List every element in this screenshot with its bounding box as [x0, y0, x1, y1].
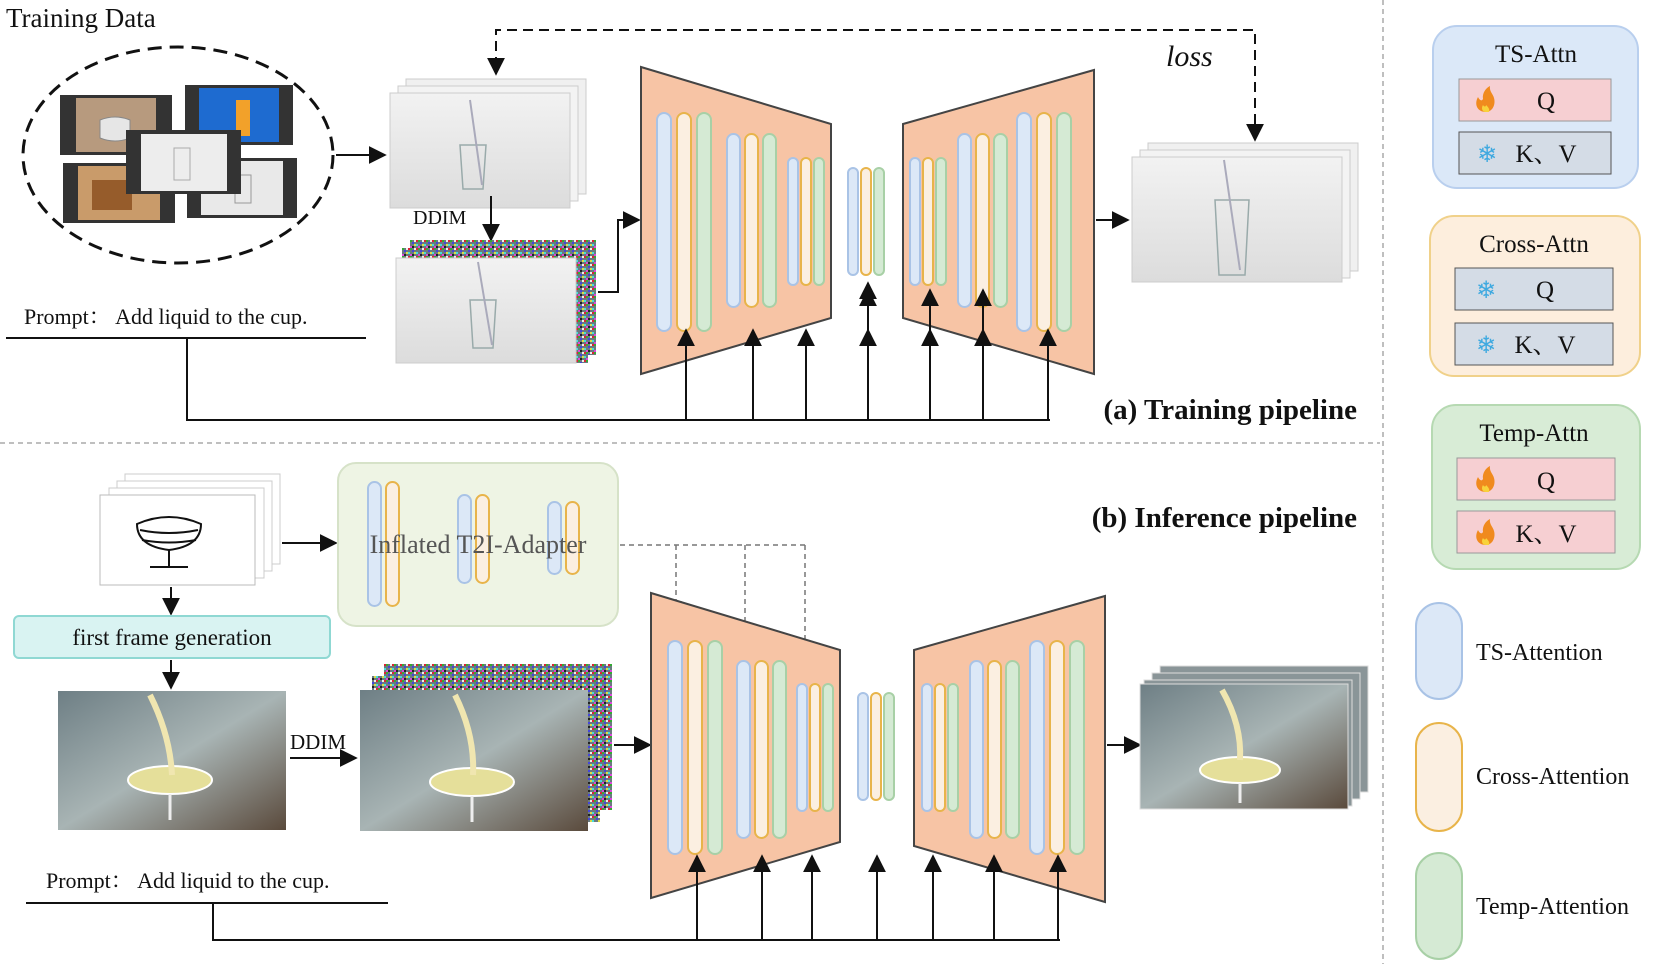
- cross-attention-block: [688, 641, 702, 854]
- temp-attention-block: [1057, 113, 1071, 331]
- snowflake-icon: ❄: [1476, 140, 1498, 168]
- ts-attention-block: [737, 661, 750, 838]
- cross-attention-block: [755, 661, 768, 838]
- legend-kv-label: K、V: [1515, 141, 1577, 168]
- legend-cross-attn-box: [1430, 216, 1640, 376]
- legend-item-label: TS-Attention: [1476, 640, 1603, 666]
- temp-attention-block: [763, 134, 776, 307]
- cross-attention-block: [677, 113, 691, 331]
- training-output-frames: [1132, 143, 1358, 282]
- temp-attention-block: [708, 641, 722, 854]
- ts-attention-block: [910, 158, 920, 285]
- training-video-clips: [60, 85, 297, 223]
- inference-output-frames: [1140, 666, 1368, 809]
- training-pipeline: [6, 3, 1358, 426]
- training-noisy-latents: [396, 240, 596, 363]
- inference-caption: (b) Inference pipeline: [1091, 502, 1357, 534]
- ts-attention-block: [848, 168, 858, 275]
- temp-attention-block: [994, 134, 1007, 307]
- first-frame-label: first frame generation: [72, 625, 272, 650]
- temp-attention-block: [697, 113, 711, 331]
- snowflake-icon: ❄: [1475, 276, 1497, 304]
- cross-attention-block: [810, 684, 820, 811]
- cross-attention-block: [745, 134, 758, 307]
- legend-q-label: Q: [1535, 277, 1555, 304]
- ts-attention-block: [922, 684, 932, 811]
- legend-q-label: Q: [1536, 468, 1556, 495]
- cross-attention-block: [861, 168, 871, 275]
- temp-attention-block: [1006, 661, 1019, 838]
- ts-attention-block: [1017, 113, 1031, 331]
- ts-attention-block: [788, 158, 798, 285]
- legend-temp-swatch: [1416, 853, 1462, 959]
- cross-attention-block: [923, 158, 933, 285]
- legend-ts-swatch: [1416, 603, 1462, 699]
- ts-attention-block: [858, 693, 868, 800]
- adapter-label: Inflated T2I-Adapter: [369, 530, 587, 559]
- cross-attention-block: [801, 158, 811, 285]
- cross-attention-block: [935, 684, 945, 811]
- temp-attention-block: [948, 684, 958, 811]
- legend-box-title: Temp-Attn: [1479, 420, 1589, 447]
- ts-attention-block: [727, 134, 740, 307]
- ts-attention-block: [970, 661, 983, 838]
- temp-attention-block: [936, 158, 946, 285]
- legend-cross-swatch: [1416, 723, 1462, 831]
- inference-prompt: Prompt： Add liquid to the cup.: [46, 868, 330, 893]
- ts-attention-block: [668, 641, 682, 854]
- sketch-condition-stack: [100, 474, 280, 585]
- snowflake-icon: ❄: [1475, 331, 1497, 359]
- temp-attention-block: [884, 693, 894, 800]
- legend-box-title: TS-Attn: [1495, 41, 1577, 68]
- training-prompt: Prompt： Add liquid to the cup.: [24, 304, 308, 329]
- legend-ts-attn-box: [1433, 26, 1638, 188]
- legend-kv-label: K、V: [1515, 521, 1577, 548]
- ts-attention-block: [797, 684, 807, 811]
- ts-attention-block: [657, 113, 671, 331]
- legend-q-label: Q: [1536, 88, 1556, 115]
- temp-attention-block: [814, 158, 824, 285]
- inference-pipeline: [14, 463, 1368, 940]
- cross-attention-block: [1037, 113, 1051, 331]
- legend-box-title: Cross-Attn: [1479, 231, 1589, 258]
- cross-attention-block: [976, 134, 989, 307]
- cross-attention-block: [988, 661, 1001, 838]
- ts-attention-block: [958, 134, 971, 307]
- loss-feedback-arrow: [496, 30, 1255, 140]
- arrow: [598, 220, 639, 292]
- temp-attention-block: [773, 661, 786, 838]
- temp-attention-block: [1070, 641, 1084, 854]
- ddim-label: DDIM: [413, 207, 467, 229]
- temp-attention-block: [823, 684, 833, 811]
- cross-attention-block: [871, 693, 881, 800]
- temp-attention-block: [874, 168, 884, 275]
- legend: [1416, 26, 1640, 959]
- legend-item-label: Temp-Attention: [1476, 894, 1629, 920]
- legend-item-label: Cross-Attention: [1476, 764, 1630, 790]
- training-data-title: Training Data: [6, 3, 156, 33]
- loss-label: loss: [1166, 40, 1213, 73]
- legend-temp-attn-box: [1432, 405, 1640, 569]
- training-caption: (a) Training pipeline: [1103, 394, 1357, 426]
- prompt-conditioning-line: [187, 338, 1050, 420]
- training-frames-stack: [390, 79, 586, 208]
- ts-attention-block: [1030, 641, 1044, 854]
- inference-noisy-latents: [360, 664, 612, 831]
- video-clip: [126, 130, 241, 194]
- ddim-label: DDIM: [290, 730, 346, 754]
- cross-attention-block: [1050, 641, 1064, 854]
- first-frame-image: [58, 691, 286, 830]
- legend-kv-label: K、V: [1514, 332, 1576, 359]
